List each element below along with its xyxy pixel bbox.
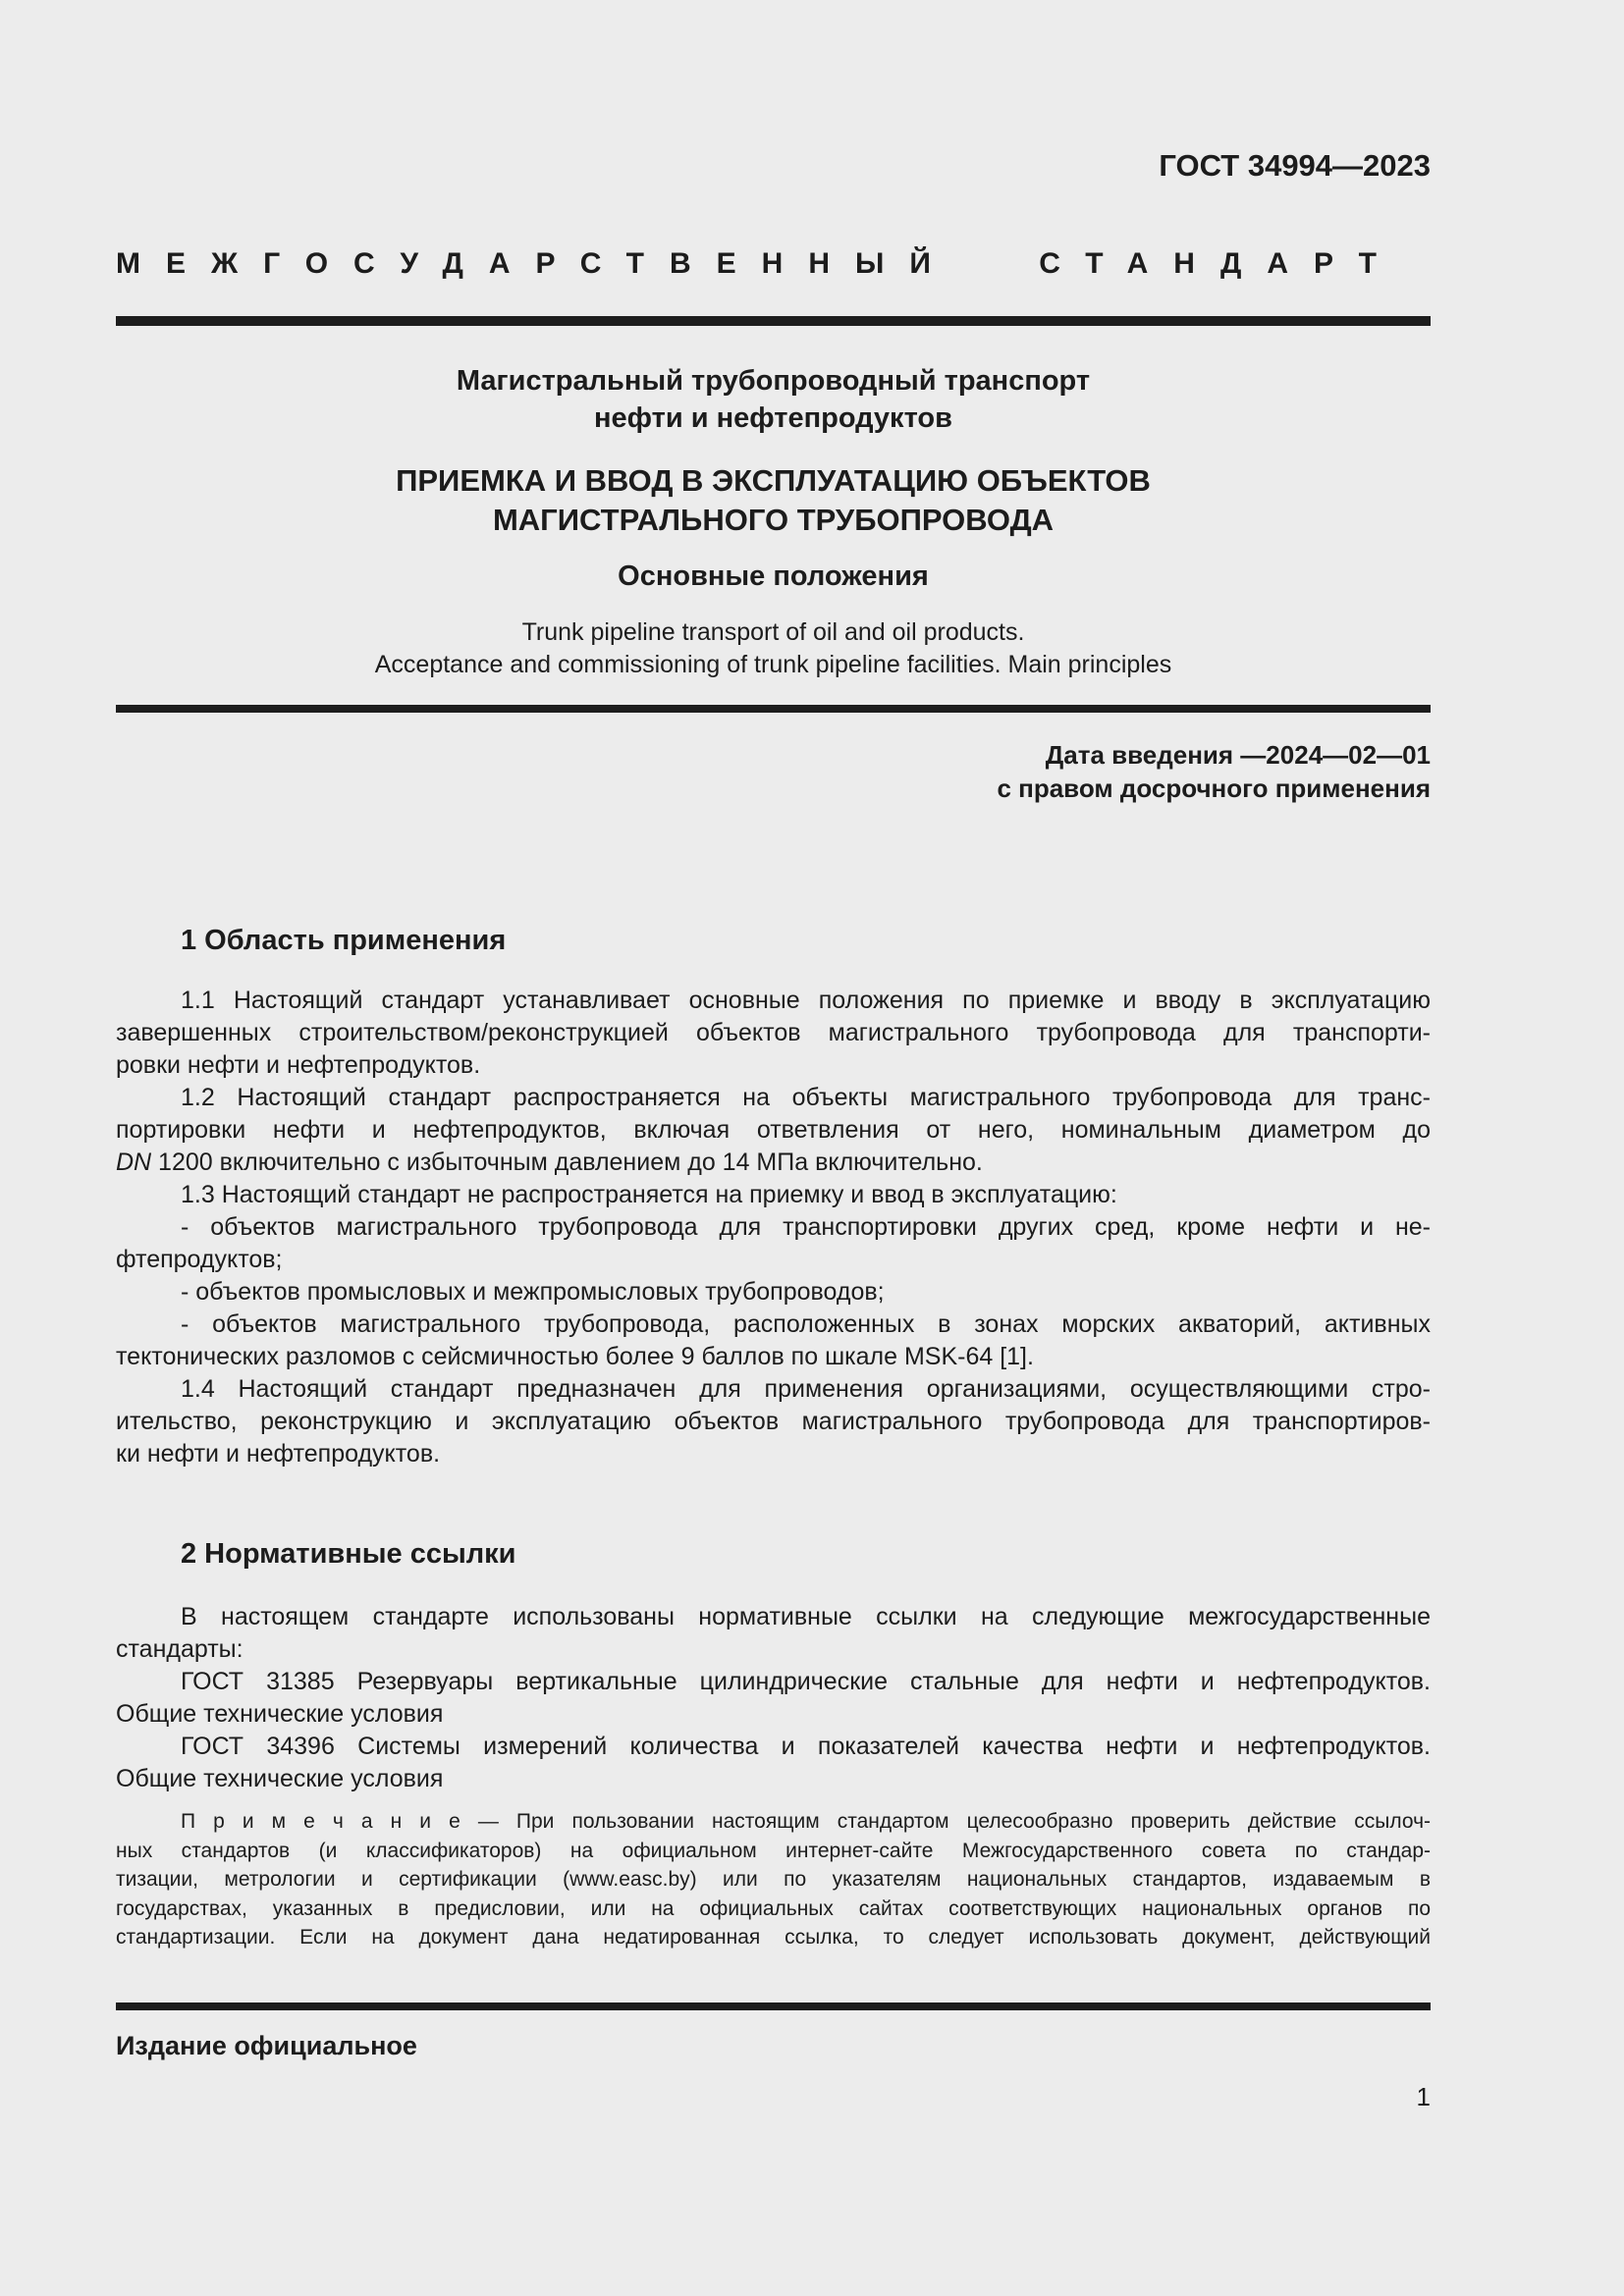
page-content — [116, 0, 1431, 2113]
paragraph-1-1: 1.1 Настоящий стандарт устанавливает основные положения по приемке и вводу в эксплуатацию завершенных строительством/реконструкцией объектов магистрального трубопровода для транспорти- ровки нефти и нефтепродуктов. — [116, 987, 1431, 1079]
effective-date-block — [116, 738, 1431, 805]
edition-label: Издание официальное — [116, 2030, 417, 2060]
title-english-line-1: Trunk pipeline transport of oil and oil products. — [521, 618, 1025, 646]
divider-middle — [116, 705, 1431, 713]
section-1-body — [116, 985, 1431, 1470]
paragraph-1-4: 1.4 Настоящий стандарт предназначен для применения организациями, осуществляющими стро- ительство, реконструкцию и эксплуатацию объектов магистрального трубопровода для транспортиров- ки нефти и нефтепродуктов. — [116, 1375, 1431, 1468]
list-item-marine-zones: - объектов магистрального трубопровода, расположенных в зонах морских акваторий, активных тектонических разломов с сейсмичностью более 9 баллов по шкале MSK-64 [1]. — [116, 1310, 1431, 1370]
title-ru-line-1: Магистральный трубопроводный транспорт — [456, 365, 1091, 397]
paragraph-references-intro: В настоящем стандарте использованы нормативные ссылки на следующие межгосударственные стандарты: — [116, 1603, 1431, 1663]
page-number: 1 — [1416, 2081, 1431, 2111]
paragraph-1-2: 1.2 Настоящий стандарт распространяется на объекты магистрального трубопровода для транс- портировки нефти и нефтепродуктов, включая ответвления от него, номинальным диаметром до DN 1200 включительно с избыточным давлением до 14 МПа включительно. — [116, 1084, 1431, 1176]
standard-number: ГОСТ 34994—2023 — [1159, 148, 1431, 183]
subtitle: Основные положения — [618, 561, 929, 592]
divider-footer — [116, 2002, 1431, 2010]
list-item-field-pipelines: - объектов промысловых и межпромысловых трубопроводов; — [181, 1278, 885, 1306]
section-2-heading: 2 Нормативные ссылки — [181, 1538, 516, 1570]
title-english-line-2: Acceptance and commissioning of trunk pipeline facilities. Main principles — [374, 651, 1172, 678]
section-1-heading: 1 Область применения — [181, 925, 507, 956]
title-ru-line-2: нефти и нефтепродуктов — [594, 402, 952, 434]
reference-gost-31385: ГОСТ 31385 Резервуары вертикальные цилиндрические стальные для нефти и нефтепродуктов. Общие технические условия — [116, 1668, 1431, 1728]
main-title-caps-line-2: МАГИСТРАЛЬНОГО ТРУБОПРОВОДА — [492, 503, 1055, 537]
list-item-other-media: - объектов магистрального трубопровода для транспортировки других сред, кроме нефти и не- фтепродуктов; — [116, 1213, 1431, 1273]
early-application-note: с правом досрочного применения — [997, 774, 1431, 803]
standard-type-banner: МЕЖГОСУДАРСТВЕННЫЙ СТАНДАРТ — [116, 247, 1402, 280]
paragraph-1-3: 1.3 Настоящий стандарт не распространяется на приемку и ввод в эксплуатацию: — [181, 1181, 1117, 1208]
section-2-body — [116, 1601, 1431, 1795]
document-title-group — [116, 362, 1431, 681]
divider-top — [116, 316, 1431, 326]
effective-date: Дата введения —2024—02—01 — [1045, 740, 1431, 770]
main-title-caps-line-1: ПРИЕМКА И ВВОД В ЭКСПЛУАТАЦИЮ ОБЪЕКТОВ — [396, 463, 1151, 498]
reference-gost-34396: ГОСТ 34396 Системы измерений количества и показателей качества нефти и нефтепродуктов. Общие технические условия — [116, 1733, 1431, 1792]
note-block: П р и м е ч а н и е — При пользовании настоящим стандартом целесообразно проверить действие ссылоч- ных стандартов (и классификаторов) на официальном интернет-сайте Межгосударственного совета по стандар- тизации, метрологии и сертификации (www.easc.by) или по указателям национальных стандартов, издаваемым в государствах, указанных в предисловии, или на официальных сайтах соответствующих национальных органов по стандартизации. Если на документ дана недатированная ссылка, то следует использовать документ, действующий — [116, 1810, 1431, 1949]
